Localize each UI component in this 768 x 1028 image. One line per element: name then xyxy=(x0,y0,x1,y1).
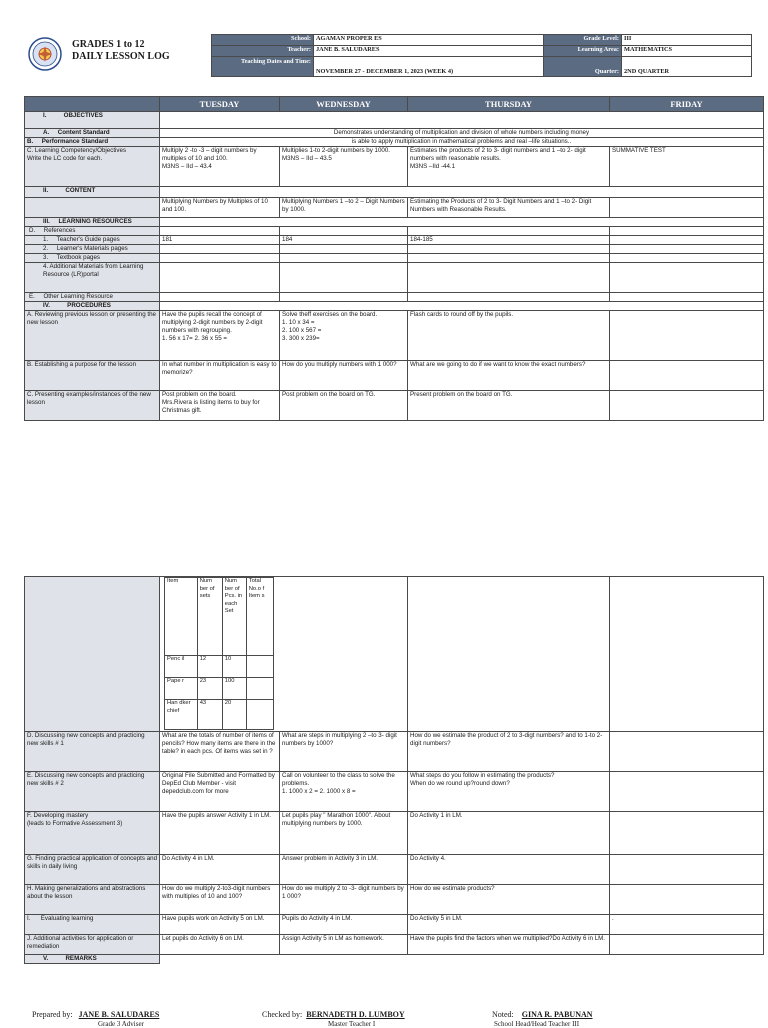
content-heading: II. CONTENT xyxy=(25,187,160,198)
teacher-label: Teacher: xyxy=(212,46,314,57)
items-row-handkerchief-sets: 43 xyxy=(197,700,222,730)
remarks-heading: V. REMARKS xyxy=(25,955,160,964)
noted-role: School Head/Head Teacher III xyxy=(494,1020,580,1028)
tg-thursday: 184-185 xyxy=(408,236,610,245)
items-header-sets: Num ber of sets xyxy=(197,578,222,656)
checked-by xyxy=(262,1010,405,1019)
discuss1-friday xyxy=(610,732,764,772)
items-header-pcs: Num ber of Pcs. in each Set xyxy=(222,578,246,656)
evaluating-tuesday: Have pupils work on Activity 5 on LM. xyxy=(160,915,280,935)
items-row-paper-name: Pape r xyxy=(165,678,198,700)
discuss1-thursday: How do we estimate the product of 2 to 3-digt numbers? and to 1-to 2-digit numbers? xyxy=(408,732,610,772)
additional-tuesday: Let pupils do Activity 6 on LM. xyxy=(160,935,280,955)
generalization-wednesday: How do we multiply 2 to -3- digit numbers by 1 000? xyxy=(280,885,408,915)
resources-cell xyxy=(160,218,764,227)
prepared-name: JANE B. SALUDARES xyxy=(78,1010,160,1019)
generalization-tuesday: How do we multiply 2-to3-digit numbers with multiples of 10 and 100? xyxy=(160,885,280,915)
examples-wednesday: Post problem on the board on TG. xyxy=(280,391,408,421)
review-thursday: Flash cards to round off by the pupils. xyxy=(408,311,610,361)
textbook-pages-label: 3. Textbook pages xyxy=(25,254,160,263)
mastery-wednesday: Let pupils play " Marathon 1000". About multiplying numbers by 1000. xyxy=(280,812,408,855)
quarter-value: 2ND QUARTER xyxy=(622,57,752,77)
content-friday xyxy=(610,198,764,218)
items-table-cell xyxy=(160,577,408,732)
day-header-tuesday: TUESDAY xyxy=(160,97,280,112)
competency-tuesday: Multiply 2 -to -3 – digit numbers by multiples of 10 and 100. M3NS – IId – 43.4 xyxy=(160,147,280,187)
discuss1-label: D. Discussing new concepts and practicing new skills # 1 xyxy=(25,732,160,772)
evaluating-label: I. Evaluating learning xyxy=(25,915,160,935)
teacher-value: JANE B. SALUDARES xyxy=(314,46,544,57)
items-thursday-cell xyxy=(408,577,610,732)
items-row-paper-pcs: 100 xyxy=(222,678,246,700)
discuss1-wednesday: What are steps in multiplying 2 –to 3- digit numbers by 1000? xyxy=(280,732,408,772)
purpose-label: B. Establishing a purpose for the lesson xyxy=(25,361,160,391)
other-resource-label: E. Other Learning Resource xyxy=(25,293,160,302)
purpose-tuesday: In what number in multiplication is easy to memorize? xyxy=(160,361,280,391)
objectives-cell xyxy=(160,112,764,129)
purpose-wednesday: How do you multiply numbers with 1 000? xyxy=(280,361,408,391)
day-header-wednesday: WEDNESDAY xyxy=(280,97,408,112)
quarter-label: Quarter: xyxy=(544,57,622,77)
mastery-label: F. Developing mastery (leads to Formative Assessment 3) xyxy=(25,812,160,855)
evaluating-wednesday: Pupils do Activity 4 in LM. xyxy=(280,915,408,935)
grade-label: Grade Level: xyxy=(544,35,622,46)
additional-friday xyxy=(610,935,764,955)
purpose-thursday: What are we going to do if we want to know the exact numbers? xyxy=(408,361,610,391)
school-label: School: xyxy=(212,35,314,46)
items-row-pencil-name: Penc il xyxy=(165,656,198,678)
additional-thursday: Have the pupils find the factors when we multiplied?Do Activity 6 in LM. xyxy=(408,935,610,955)
content-heading-cell xyxy=(160,187,764,198)
review-tuesday: Have the pupils recall the concept of multiplying 2-digit numbers by 2-digit numbers with regrouping. 1. 56 x 17= 2. 36 x 55 = xyxy=(160,311,280,361)
additional-activities-label: J. Additional activities for application or remediation xyxy=(25,935,160,955)
dates-label: Teaching Dates and Time: xyxy=(212,57,314,77)
content-thursday: Estimating the Products of 2 to 3- Digit Numbers and 1 –to 2- Digit Numbers with Reasonable Results. xyxy=(408,198,610,218)
competency-wednesday: Multiplies 1-to 2-digit numbers by 1000. M3NS – IId – 43.5 xyxy=(280,147,408,187)
day-header-thursday: THURSDAY xyxy=(408,97,610,112)
purpose-friday xyxy=(610,361,764,391)
resources-heading: III. LEARNING RESOURCES xyxy=(25,218,160,227)
examples-label: C. Presenting examples/instances of the new lesson xyxy=(25,391,160,421)
content-label-cell xyxy=(25,198,160,218)
discuss2-thursday: What steps do you follow in estimating the products? When do we round up?round down? xyxy=(408,772,610,812)
tg-tuesday: 181 xyxy=(160,236,280,245)
procedures-cell xyxy=(160,302,764,311)
items-table xyxy=(164,577,274,730)
additional-wednesday: Assign Activity 5 in LM as homework. xyxy=(280,935,408,955)
checked-label: Checked by: xyxy=(262,1010,303,1019)
review-friday xyxy=(610,311,764,361)
title-line-1: GRADES 1 to 12 xyxy=(72,39,145,50)
references-label: D. References xyxy=(25,227,160,236)
items-header-total: Total No.o f Item s xyxy=(246,578,273,656)
discuss2-tuesday: Original File Submitted and Formatted by DepEd Club Member - visit depedclub.com for more xyxy=(160,772,280,812)
noted-label: Noted: xyxy=(492,1010,514,1019)
dates-value: NOVEMBER 27 - DECEMBER 1, 2023 (WEEK 4) xyxy=(314,57,544,77)
discuss2-friday xyxy=(610,772,764,812)
items-row-pencil-sets: 12 xyxy=(197,656,222,678)
review-wednesday: Solve theff exercises on the board. 1. 10 x 34 = 2. 100 x 567 = 3. 300 x 239= xyxy=(280,311,408,361)
examples-tuesday: Post problem on the board. Mrs.Rivera is listing items to buy for Christmas gift. xyxy=(160,391,280,421)
evaluating-friday: . xyxy=(610,915,764,935)
day-header-blank xyxy=(25,97,160,112)
application-friday xyxy=(610,855,764,885)
items-row-pencil-total xyxy=(246,656,273,678)
tg-pages-label: 1. Teacher's Guide pages xyxy=(25,236,160,245)
area-value: MATHEMATICS xyxy=(622,46,752,57)
lesson-log-table xyxy=(24,96,764,421)
items-row-paper-total xyxy=(246,678,273,700)
prepared-by xyxy=(32,1010,159,1019)
table-continuation-label xyxy=(25,577,160,732)
deped-seal-icon xyxy=(28,37,62,71)
performance-standard-text: is able to apply multiplication in mathematical problems and real –life situations.. xyxy=(160,138,764,147)
checked-name: BERNADETH D. LUMBOY xyxy=(306,1010,405,1019)
generalization-friday xyxy=(610,885,764,915)
items-row-handkerchief-pcs: 20 xyxy=(222,700,246,730)
performance-standard-label: B. Performance Standard xyxy=(25,138,160,147)
items-row-paper-sets: 23 xyxy=(197,678,222,700)
school-value: AGAMAN PROPER ES xyxy=(314,35,544,46)
review-label: A. Reviewing previous lesson or presenting the new lesson xyxy=(25,311,160,361)
tg-wednesday: 184 xyxy=(280,236,408,245)
header-info-table xyxy=(211,34,752,77)
discuss2-wednesday: Call on volunteer to the class to solve the problems. 1. 1000 x 2 = 2. 1000 x 8 = xyxy=(280,772,408,812)
objectives-heading: I. OBJECTIVES xyxy=(25,112,160,129)
generalization-thursday: How do we estimate products? xyxy=(408,885,610,915)
content-standard-text: Demonstrates understanding of multiplication and division of whole numbers including money xyxy=(160,129,764,138)
mastery-friday xyxy=(610,812,764,855)
additional-materials-label: 4. Additional Materials from Learning Resource (LR)portal xyxy=(25,263,160,293)
noted-by xyxy=(492,1010,593,1019)
examples-friday xyxy=(610,391,764,421)
mastery-thursday: Do Activity 1 in LM. xyxy=(408,812,610,855)
application-wednesday: Answer problem in Activity 3 in LM. xyxy=(280,855,408,885)
discuss2-label: E. Discussing new concepts and practicing new skills # 2 xyxy=(25,772,160,812)
area-label: Learning Area: xyxy=(544,46,622,57)
discuss1-tuesday: What are the totals of number of items of pencils? How many items are there in the table? in each pcs. Of items was set in ? xyxy=(160,732,280,772)
lm-pages-label: 2. Learner's Materials pages xyxy=(25,245,160,254)
tg-friday xyxy=(610,236,764,245)
competency-friday: SUMMATIVE TEST xyxy=(610,147,764,187)
items-header-item: Item xyxy=(165,578,198,656)
items-row-handkerchief-total xyxy=(246,700,273,730)
examples-thursday: Present problem on the board on TG. xyxy=(408,391,610,421)
items-row-handkerchief-name: Han dker chief xyxy=(165,700,198,730)
generalization-label: H. Making generalizations and abstractions about the lesson xyxy=(25,885,160,915)
application-tuesday: Do Activity 4 in LM. xyxy=(160,855,280,885)
content-tuesday: Multiplying Numbers by Multiples of 10 and 100. xyxy=(160,198,280,218)
evaluating-thursday: Do Activity 5 in LM. xyxy=(408,915,610,935)
competency-label: C. Learning Competency/Objectives Write the LC code for each. xyxy=(25,147,160,187)
prepared-role: Grade 3 Adviser xyxy=(98,1020,144,1028)
content-wednesday: Multiplying Numbers 1 –to 2 – Digit Numbers by 1000. xyxy=(280,198,408,218)
lesson-log-table-continued xyxy=(24,576,764,964)
content-standard-label: A. Content Standard xyxy=(25,129,160,138)
title-line-2: DAILY LESSON LOG xyxy=(72,51,170,62)
items-row-pencil-pcs: 10 xyxy=(222,656,246,678)
prepared-label: Prepared by: xyxy=(32,1010,73,1019)
procedures-heading: IV. PROCEDURES xyxy=(25,302,160,311)
mastery-tuesday: Have the pupils answer Activity 1 in LM. xyxy=(160,812,280,855)
checked-role: Master Teacher I xyxy=(328,1020,376,1028)
competency-thursday: Estimates the products of 2 to 3- digit numbers and 1 –to 2- digit numbers with reasonable results. M3NS –IId -44.1 xyxy=(408,147,610,187)
noted-name: GINA R. PABUNAN xyxy=(521,1010,593,1019)
grade-value: III xyxy=(622,35,752,46)
application-thursday: Do Activity 4. xyxy=(408,855,610,885)
day-header-friday: FRIDAY xyxy=(610,97,764,112)
application-label: G. Finding practical application of concepts and skills in daily living xyxy=(25,855,160,885)
items-friday-cell xyxy=(610,577,764,732)
